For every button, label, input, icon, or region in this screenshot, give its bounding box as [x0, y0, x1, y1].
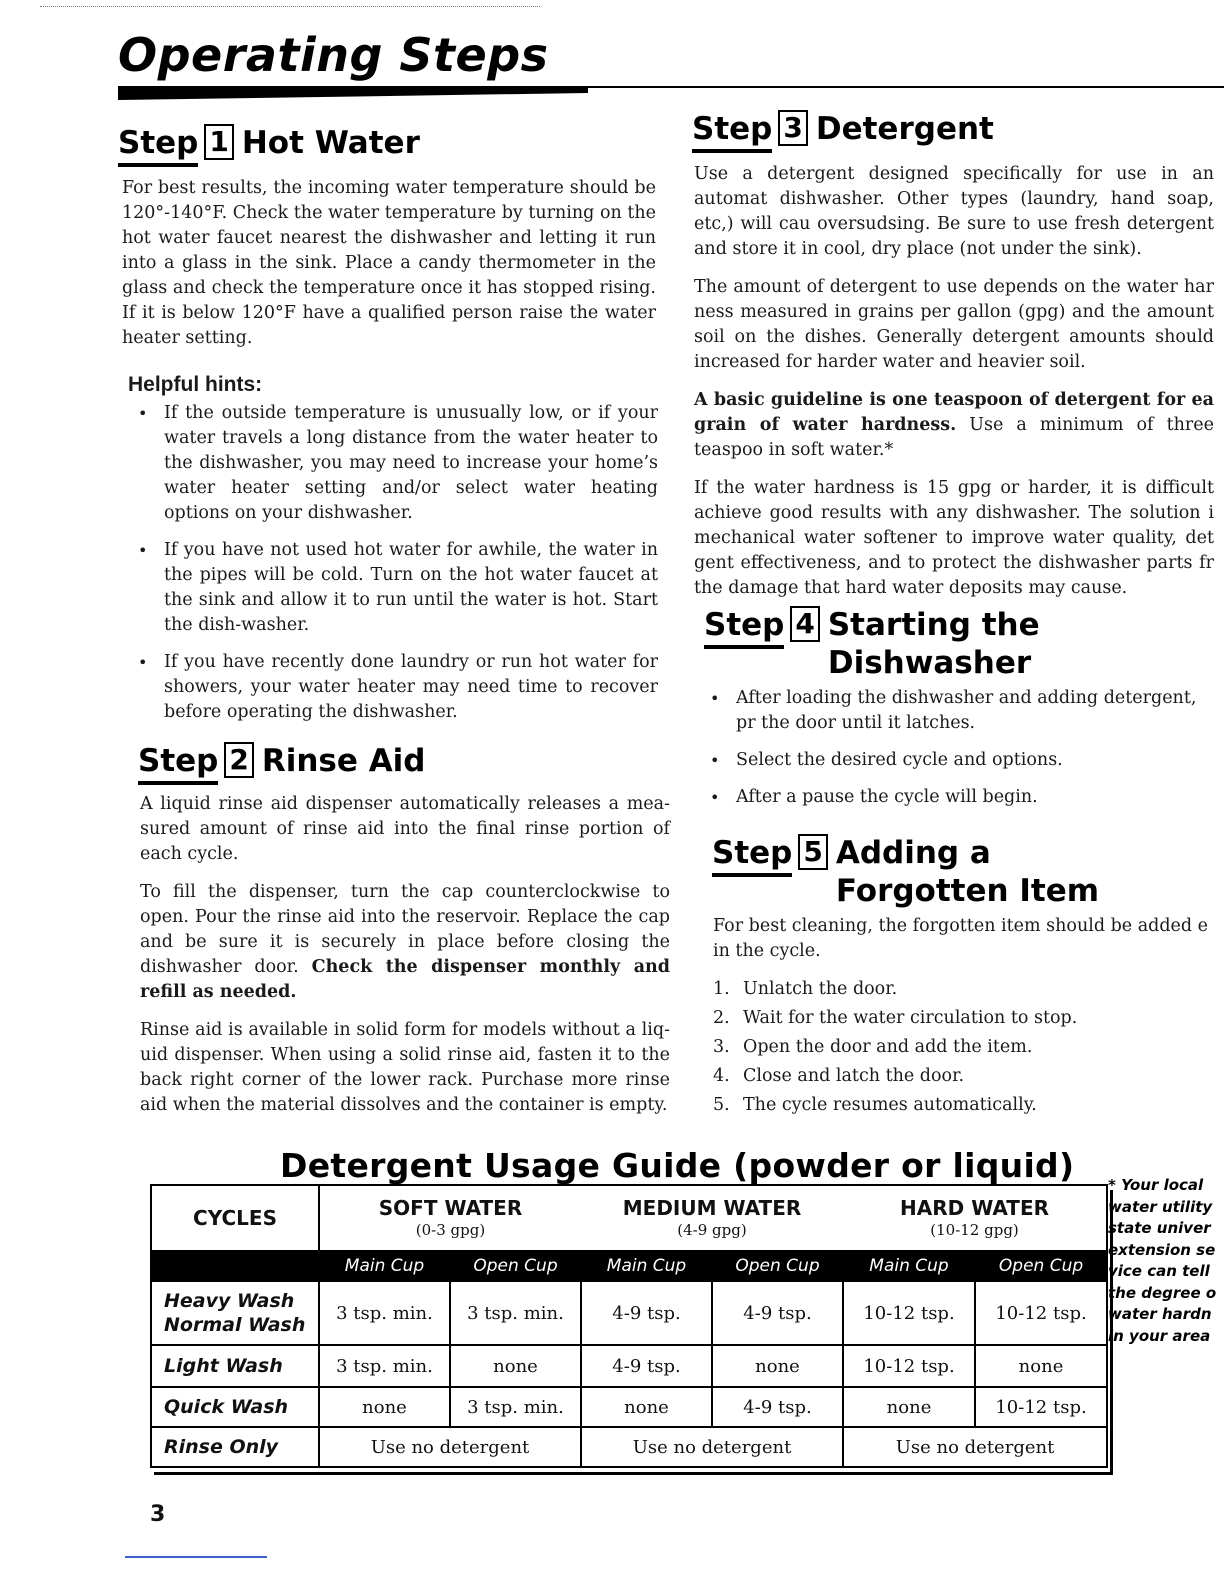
water-range: (0-3 gpg): [415, 1221, 486, 1239]
step5-item: [713, 977, 1223, 1002]
table-cell: none: [843, 1387, 975, 1427]
step2-p2: [140, 880, 670, 1005]
step3-p4: If the water hardness is 15 gpg or harder, it is difficult achieve good results with any dishwasher. The solution i mechanical water softener to improve water quality, det gent effectiveness, and to protect the dishwasher parts fr the damage that hard water deposits may cause.: [694, 478, 1214, 598]
table-cell: none: [319, 1387, 450, 1427]
table-cell: Use no detergent: [319, 1427, 581, 1467]
table-cell: none: [975, 1345, 1107, 1387]
hint-item: • If you have recently done laundry or run hot water for showers, your water heater may need time to recover before operating the dishwasher.: [128, 650, 658, 725]
table-cell: 10-12 tsp.: [975, 1387, 1107, 1427]
step1-heading: [118, 124, 420, 162]
step5-title-line2: Forgotten Item: [835, 873, 1100, 909]
water-header-row: [151, 1185, 1107, 1251]
step2-p1: A liquid rinse aid dispenser automatically releases a mea-sured amount of rinse aid into the final rinse portion of each cycle.: [140, 794, 670, 864]
row-label: Quick Wash: [151, 1387, 319, 1427]
step1-title: Hot Water: [241, 125, 420, 161]
step4-list: [700, 686, 1220, 810]
step5-item: [713, 1064, 1223, 1089]
step4-number: 4: [790, 606, 819, 642]
scan-artifact-line: [40, 6, 540, 11]
step2-word: Step: [138, 743, 219, 779]
step4-item: • After a pause the cycle will begin.: [700, 785, 1220, 810]
table-row: [151, 1345, 1107, 1387]
cup-label: Main Cup: [581, 1251, 712, 1281]
table-cell: none: [581, 1387, 712, 1427]
step5-heading: [712, 834, 1099, 910]
hard-water-header: [843, 1185, 1107, 1251]
step4-word: Step: [704, 607, 785, 643]
item-text: Wait for the water circulation to stop.: [743, 1008, 1078, 1028]
page-title: Operating Steps: [118, 28, 549, 82]
step5-body: [713, 914, 1223, 1122]
water-range: (10-12 gpg): [930, 1221, 1019, 1239]
table-cell: 4-9 tsp.: [581, 1281, 712, 1345]
step3-heading: [692, 110, 994, 148]
medium-water-header: [581, 1185, 843, 1251]
step2-body: [140, 792, 670, 1131]
step3-p3: [694, 388, 1214, 463]
table-cell: Use no detergent: [581, 1427, 843, 1467]
step1-number: 1: [204, 124, 233, 160]
step3-body: [694, 162, 1214, 614]
step5-list: [713, 977, 1223, 1118]
table-cell: 10-12 tsp.: [843, 1281, 975, 1345]
table-cell: 10-12 tsp.: [975, 1281, 1107, 1345]
table-cell: Use no detergent: [843, 1427, 1107, 1467]
step5-intro: For best cleaning, the forgotten item should be added e in the cycle.: [713, 916, 1209, 961]
step4-heading: [704, 606, 1040, 682]
step3-title: Detergent: [815, 111, 994, 147]
item-number: 3.: [713, 1037, 730, 1057]
step2-p2-bold: Check the dispenser monthly and refill as needed.: [140, 957, 670, 1002]
step4-title: [828, 606, 1040, 682]
cup-label: Open Cup: [975, 1251, 1107, 1281]
step4-body: [700, 686, 1220, 822]
step2-heading: [138, 742, 426, 780]
water-name: HARD WATER: [900, 1196, 1050, 1220]
step1-body: [122, 176, 656, 364]
item-number: 5.: [713, 1095, 730, 1115]
item-text: Close and latch the door.: [743, 1066, 965, 1086]
water-name: SOFT WATER: [378, 1196, 523, 1220]
step1-paragraph: For best results, the incoming water temperature should be 120°-140°F. Check the water temperature by turning on the hot water faucet nearest the dishwasher and letting it run into a glass in the sink. Place a candy thermometer in the glass and check the temperature once it has stopped rising. If it is below 120°F have a qualified person raise the water heater setting.: [122, 178, 656, 348]
cup-label: Open Cup: [712, 1251, 843, 1281]
step3-word: Step: [692, 111, 773, 147]
step2-number: 2: [224, 742, 253, 778]
cup-label: Main Cup: [319, 1251, 450, 1281]
item-number: 1.: [713, 979, 730, 999]
table-row: [151, 1281, 1107, 1345]
table-cell: 3 tsp. min.: [319, 1345, 450, 1387]
step5-item: [713, 1035, 1223, 1060]
step5-item: [713, 1006, 1223, 1031]
row-label: [151, 1281, 319, 1345]
water-range: (4-9 gpg): [677, 1221, 747, 1239]
step4-item: • After loading the dishwasher and adding detergent, pr the door until it latches.: [700, 686, 1220, 736]
step3-p3-text: Use a minimum of three teaspoo in soft water.*: [694, 415, 1214, 460]
step3-p3-bold: A basic guideline is one teaspoon of detergent for ea grain of water hardness.: [694, 390, 1214, 435]
item-text: The cycle resumes automatically.: [743, 1095, 1037, 1115]
table-cell: none: [712, 1345, 843, 1387]
table-cell: 4-9 tsp.: [581, 1345, 712, 1387]
table-row: [151, 1427, 1107, 1467]
cup-header-blank: [151, 1251, 319, 1281]
step5-title: [836, 834, 1099, 910]
water-name: MEDIUM WATER: [622, 1196, 802, 1220]
bottom-rule: [125, 1556, 267, 1558]
cycles-header: CYCLES: [151, 1185, 319, 1251]
step1-word: Step: [118, 125, 199, 161]
table-cell: 4-9 tsp.: [712, 1387, 843, 1427]
detergent-usage-table: [150, 1184, 1108, 1468]
title-rule-accent: [118, 86, 588, 100]
step5-number: 5: [798, 834, 827, 870]
row-label: Light Wash: [151, 1345, 319, 1387]
table-cell: 3 tsp. min.: [319, 1281, 450, 1345]
step2-title: Rinse Aid: [261, 743, 426, 779]
cup-label: Main Cup: [843, 1251, 975, 1281]
guide-title: Detergent Usage Guide (powder or liquid): [280, 1146, 1075, 1185]
hints-title: Helpful hints:: [128, 373, 263, 396]
step5-word: Step: [712, 835, 793, 871]
cup-label: Open Cup: [450, 1251, 581, 1281]
item-text: Unlatch the door.: [743, 979, 898, 999]
row-label: Rinse Only: [151, 1427, 319, 1467]
table-cell: none: [450, 1345, 581, 1387]
table-cell: 3 tsp. min.: [450, 1281, 581, 1345]
item-text: Open the door and add the item.: [743, 1037, 1033, 1057]
cup-header-row: [151, 1251, 1107, 1281]
step5-item: [713, 1093, 1223, 1118]
step2-p2-text: To fill the dispenser, turn the cap counterclockwise to open. Pour the rinse aid into the reservoir. Replace the cap and be sure it is securely in place before closing the dishwasher door.: [140, 882, 670, 977]
soft-water-header: [319, 1185, 581, 1251]
step3-p1: Use a detergent designed specifically for use in an automat dishwasher. Other types (laundry, hand soap, etc,) will cau oversudsing. Be sure to use fresh detergent and store it in cool, dry place (not under the sink).: [694, 164, 1214, 259]
table-cell: 10-12 tsp.: [843, 1345, 975, 1387]
item-number: 2.: [713, 1008, 730, 1028]
step4-title-line1: Starting the: [827, 607, 1040, 643]
page-number: 3: [150, 1502, 166, 1527]
step3-number: 3: [778, 110, 807, 146]
item-number: 4.: [713, 1066, 730, 1086]
hints-list: [128, 401, 658, 725]
step4-title-line2: Dishwasher: [827, 645, 1032, 681]
step1-hints: [128, 372, 658, 737]
step2-p3: Rinse aid is available in solid form for models without a liq-uid dispenser. When using a solid rinse aid, fasten it to the back right corner of the lower rack. Purchase more rinse aid when the material dissolves and the container is empty.: [140, 1020, 670, 1115]
table-cell: 4-9 tsp.: [712, 1281, 843, 1345]
table-cell: 3 tsp. min.: [450, 1387, 581, 1427]
hint-item: • If the outside temperature is unusually low, or if your water travels a long distance from the water heater to the dishwasher, you may need to increase your home’s water heater setting and/or select water heating options on your dishwasher.: [128, 401, 658, 526]
table-row: [151, 1387, 1107, 1427]
hint-item: • If you have not used hot water for awhile, the water in the pipes will be cold. Turn on the hot water faucet at the sink and allow it to run until the water is hot. Start the dish-washer.: [128, 538, 658, 638]
step3-p2: The amount of detergent to use depends on the water har ness measured in grains per gallon (gpg) and the amount soil on the dishes. Generally detergent amounts should increased for harder water and heavier soil.: [694, 277, 1214, 372]
row-label-line2: Normal Wash: [164, 1314, 306, 1336]
row-label-line1: Heavy Wash: [164, 1290, 295, 1312]
step4-item: • Select the desired cycle and options.: [700, 748, 1220, 773]
water-hardness-footnote: * Your local water utility state univer extension se vice can tell the degree o water hardn in your area: [1108, 1176, 1217, 1345]
step5-title-line1: Adding a: [835, 835, 991, 871]
